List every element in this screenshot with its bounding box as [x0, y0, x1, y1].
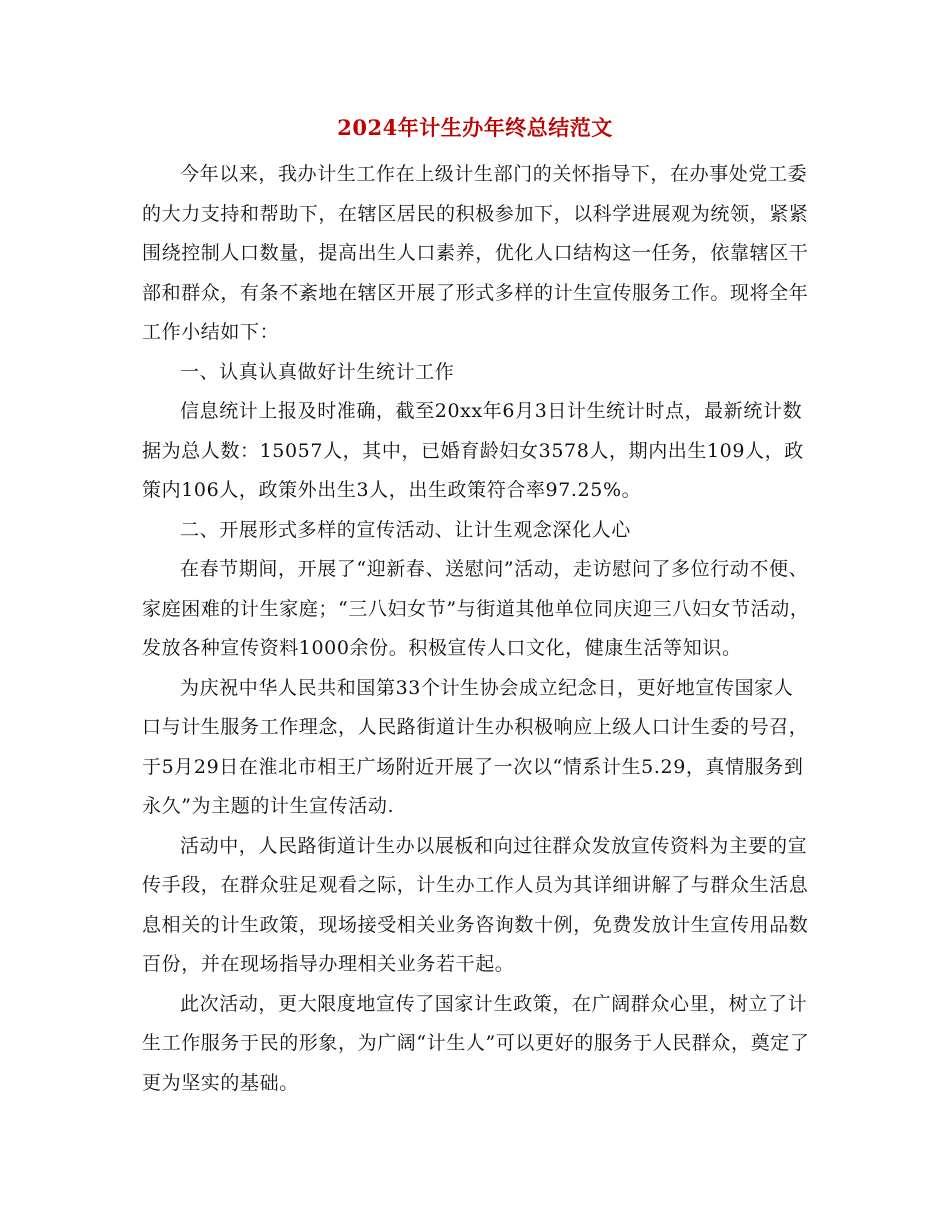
section-heading-publicity: 二、开展形式多样的宣传活动、让计生观念深化人心	[180, 518, 631, 541]
document-title: 2024年计生办年终总结范文	[337, 115, 613, 140]
paragraph-conclusion: 此次活动，更大限度地宣传了国家计生政策，在广阔群众心里，树立了计生工作服务于民的形象，为广阔“计生人”可以更好的服务于人民群众，奠定了更为坚实的基础。	[142, 992, 810, 1094]
paragraph-intro: 今年以来，我办计生工作在上级计生部门的关怀指导下，在办事处党工委的大力支持和帮助下，在辖区居民的积极参加下，以科学进展观为统领，紧紧围绕控制人口数量，提高出生人口素养，优化人口结构这一任务，依靠辖区干部和群众，有条不紊地在辖区开展了形式多样的计生宣传服务工作。现将全年工作小结如下：	[142, 163, 809, 343]
paragraph-anniversary: 为庆祝中华人民共和国第33个计生协会成立纪念日，更好地宣传国家人口与计生服务工作理念，人民路街道计生办积极响应上级人口计生委的号召，于5月29日在淮北市相王广场附近开展了一次以“情系计生5.29，真情服务到永久”为主题的计生宣传活动.	[142, 676, 809, 817]
paragraph-activity: 活动中，人民路街道计生办以展板和向过往群众发放宣传资料为主要的宣传手段，在群众驻足观看之际，计生办工作人员为其详细讲解了与群众生活息息相关的计生政策，现场接受相关业务咨询数十例，免费发放计生宣传用品数百份，并在现场指导办理相关业务若干起。	[142, 834, 809, 975]
paragraph-statistics: 信息统计上报及时准确，截至20xx年6月3日计生统计时点，最新统计数据为总人数：15057人，其中，已婚育龄妇女3578人，期内出生109人，政策内106人，政策外出生3人，出生政策符合率97.25%。	[142, 400, 804, 501]
paragraph-spring-festival: 在春节期间，开展了“迎新春、送慰问”活动，走访慰问了多位行动不便、家庭困难的计生家庭；“三八妇女节”与街道其他单位同庆迎三八妇女节活动，发放各种宣传资料1000余份。积极宣传人口文化，健康生活等知识。	[142, 558, 810, 659]
document-body	[142, 155, 812, 1103]
section-heading-statistics: 一、认真认真做好计生统计工作	[180, 360, 455, 383]
